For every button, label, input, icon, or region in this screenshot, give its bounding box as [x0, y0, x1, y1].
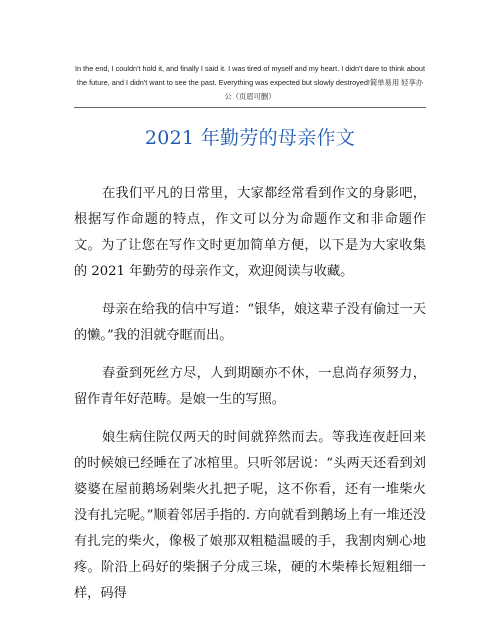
document-title: 2021 年勤劳的母亲作文 — [144, 127, 356, 149]
paragraph: 娘生病住院仅两天的时间就猝然而去。等我连夜赶回来的时候娘已经睡在了冰棺里。只听邻居说：“头两天还看到刘婆婆在屋前鹅场剁柴火扎把子呢，这不你看，还有一堆柴火没有扎完呢。”顺着邻居手指的. 方向就看到鹅场上有一堆还没有扎完的柴火，像极了娘那双粗糙温暖的手，我割肉剜心地疼。阶沿上码好的柴捆子分成三垛，硬的木柴棒长短粗细一样，码得 — [74, 430, 426, 601]
paragraph: 母亲在给我的信中写道：“银华，娘这辈子没有偷过一天的懒。”我的泪就夺眶而出。 — [74, 302, 426, 343]
header-line-3: 公（页眉可删） — [224, 92, 276, 101]
document-body — [74, 181, 426, 619]
page-header — [70, 62, 430, 104]
header-line-2: the future, and I didn't want to see the past. Everything was expected but slowly destroyed!简单易用 轻享办 — [76, 78, 424, 87]
header-divider — [74, 107, 426, 108]
paragraph: 在我们平凡的日常里，大家都经常看到作文的身影吧，根据写作命题的特点，作文可以分为命题作文和非命题作文。为了让您在写作文时更加简单方便，以下是为大家收集的 2021 年勤劳的母亲作文，欢迎阅读与收藏。 — [74, 186, 426, 279]
paragraph: 春蚕到死丝方尽，人到期颐亦不休，一息尚存须努力，留作青年好范畴。是娘一生的写照。 — [74, 366, 426, 407]
header-line-1: In the end, I couldn't hold it, and finally I said it. I was tired of myself and my heart. I didn't dare to think about — [75, 64, 425, 73]
